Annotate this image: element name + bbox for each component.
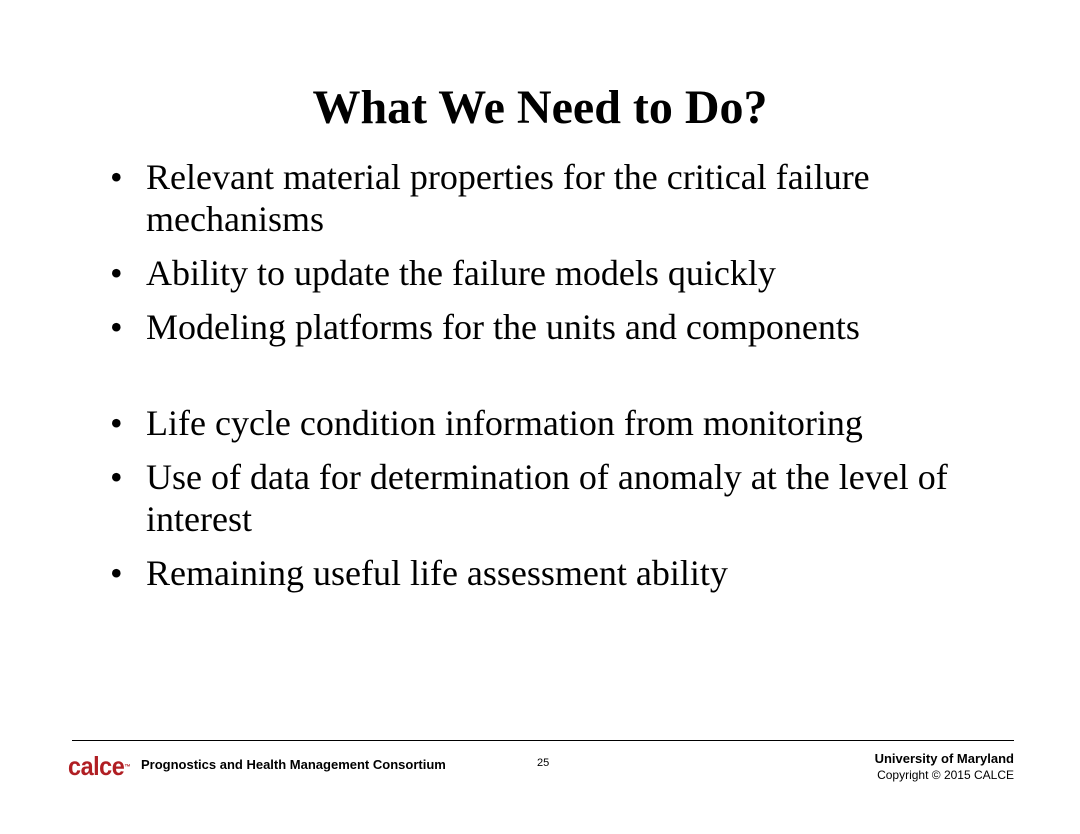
bullet-text: Relevant material properties for the critical failure mechanisms: [146, 157, 870, 239]
footer-credits: [875, 751, 1014, 783]
consortium-name: Prognostics and Health Management Consortium: [141, 757, 446, 772]
bullet-marker: •: [110, 553, 123, 593]
bullet-item: [110, 156, 990, 240]
bullet-item: [110, 252, 990, 294]
bullet-text: Modeling platforms for the units and components: [146, 307, 860, 347]
university-name: University of Maryland: [874, 751, 1014, 766]
logo-trademark: ™: [124, 764, 131, 771]
bullet-list: [110, 156, 990, 606]
bullet-text: Ability to update the failure models quickly: [146, 253, 776, 293]
bullet-item: [110, 402, 990, 444]
slide-title: What We Need to Do?: [312, 81, 768, 134]
page-number: 25: [537, 757, 550, 769]
bullet-marker: •: [110, 457, 123, 497]
bullet-item: [110, 552, 990, 594]
calce-logo: [68, 752, 130, 780]
bullet-marker: •: [110, 253, 123, 293]
bullet-marker: •: [110, 307, 123, 347]
bullet-item: [110, 306, 990, 348]
logo-wordmark: calce: [68, 751, 125, 781]
bullet-item: [110, 456, 990, 540]
bullet-marker: •: [110, 403, 123, 443]
bullet-text: Remaining useful life assessment ability: [146, 553, 728, 593]
bullet-marker: •: [110, 157, 123, 197]
bullet-text: Use of data for determination of anomaly at the level of interest: [146, 457, 948, 539]
copyright-notice: Copyright © 2015 CALCE: [877, 768, 1014, 782]
footer-divider: [72, 740, 1014, 741]
bullet-text: Life cycle condition information from monitoring: [146, 403, 863, 443]
